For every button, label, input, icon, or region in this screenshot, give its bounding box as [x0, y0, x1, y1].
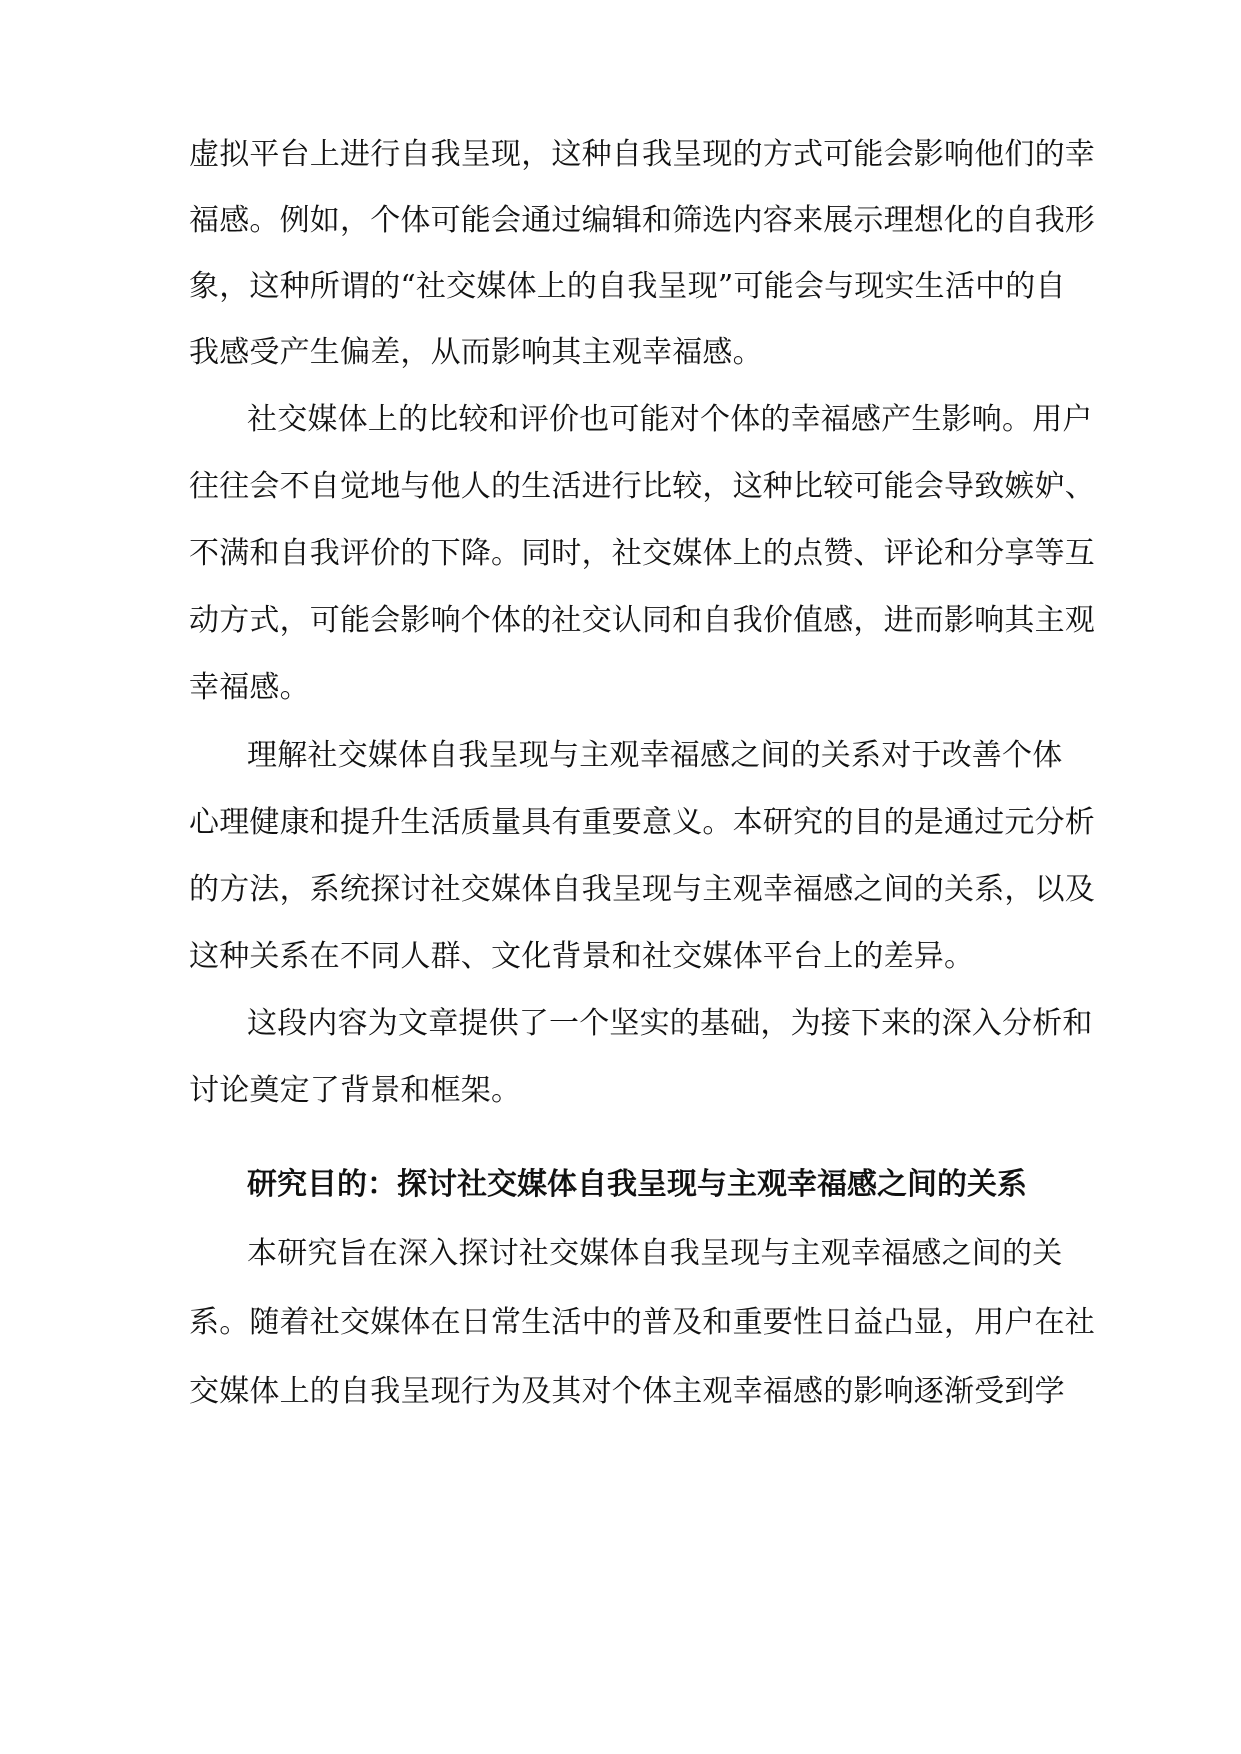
paragraph-line: 福感。例如，个体可能会通过编辑和筛选内容来展示理想化的自我形: [189, 203, 1095, 238]
paragraph-line: 不满和自我评价的下降。同时，社交媒体上的点赞、评论和分享等互: [189, 536, 1095, 571]
paragraph-line: 动方式，可能会影响个体的社交认同和自我价值感，进而影响其主观: [189, 603, 1095, 638]
paragraph-line: 系。随着社交媒体在日常生活中的普及和重要性日益凸显，用户在社: [189, 1305, 1095, 1340]
paragraph-line: 幸福感。: [189, 670, 310, 705]
paragraph-line: 往往会不自觉地与他人的生活进行比较，这种比较可能会导致嫉妒、: [189, 469, 1095, 504]
paragraph-line: 本研究旨在深入探讨社交媒体自我呈现与主观幸福感之间的关: [247, 1236, 1063, 1271]
paragraph-line: 交媒体上的自我呈现行为及其对个体主观幸福感的影响逐渐受到学: [189, 1374, 1065, 1409]
paragraph-line: 讨论奠定了背景和框架。: [189, 1073, 522, 1108]
paragraph-line: 我感受产生偏差，从而影响其主观幸福感。: [189, 335, 763, 370]
paragraph-line: 这段内容为文章提供了一个坚实的基础，为接下来的深入分析和: [247, 1006, 1093, 1041]
paragraph-line: 象，这种所谓的“社交媒体上的自我呈现”可能会与现实生活中的自: [189, 269, 1066, 304]
paragraph-line: 心理健康和提升生活质量具有重要意义。本研究的目的是通过元分析: [189, 805, 1095, 840]
section-heading: 研究目的：探讨社交媒体自我呈现与主观幸福感之间的关系: [247, 1167, 1027, 1202]
paragraph-line: 理解社交媒体自我呈现与主观幸福感之间的关系对于改善个体: [247, 738, 1063, 773]
paragraph-line: 虚拟平台上进行自我呈现，这种自我呈现的方式可能会影响他们的幸: [189, 137, 1095, 172]
paragraph-line: 这种关系在不同人群、文化背景和社交媒体平台上的差异。: [189, 939, 975, 974]
paragraph-line: 社交媒体上的比较和评价也可能对个体的幸福感产生影响。用户: [247, 402, 1093, 437]
paragraph-line: 的方法，系统探讨社交媒体自我呈现与主观幸福感之间的关系，以及: [189, 872, 1095, 907]
